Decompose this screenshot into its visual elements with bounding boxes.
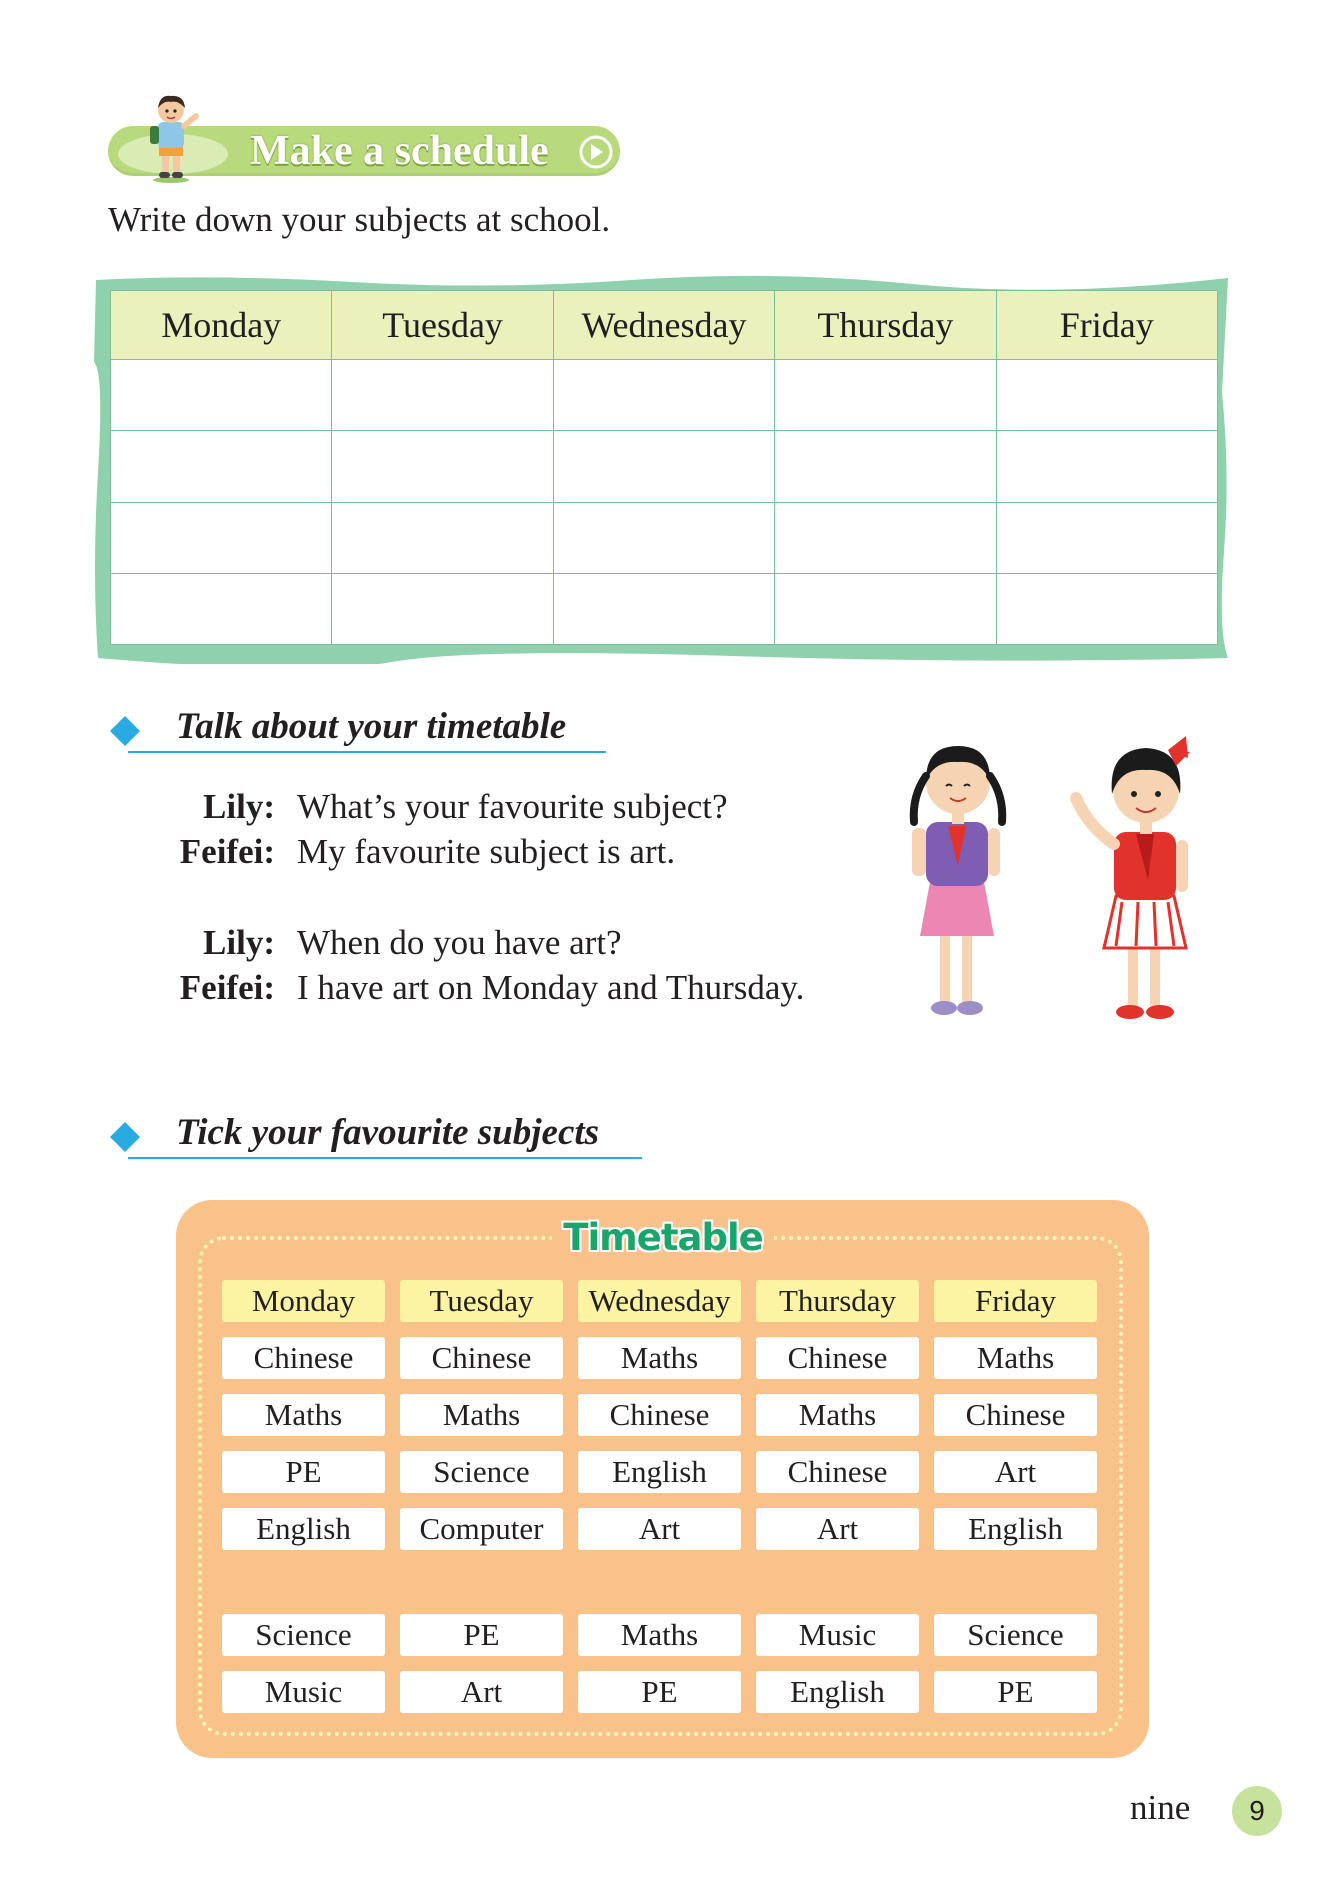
schedule-blank-row (111, 360, 1218, 431)
schedule-blank-row (111, 573, 1218, 644)
tick-heading: Tick your favourite subjects (176, 1112, 600, 1153)
dialogue-speaker: Feifei: (179, 968, 275, 1007)
subject-cell[interactable]: Science (222, 1614, 385, 1656)
subject-cell[interactable]: Art (934, 1451, 1097, 1493)
schedule-header-row (111, 291, 1218, 360)
heading-underline (128, 751, 606, 753)
blank-cell[interactable] (775, 360, 996, 431)
day-header-monday: Monday (111, 291, 332, 360)
timetable-day-header: Tuesday (400, 1280, 563, 1322)
subject-cell[interactable]: English (578, 1451, 741, 1493)
diamond-bullet-icon (110, 716, 140, 746)
subject-cell[interactable]: Chinese (578, 1394, 741, 1436)
subject-cell[interactable]: Maths (934, 1337, 1097, 1379)
blank-cell[interactable] (332, 360, 553, 431)
subject-cell[interactable]: Chinese (756, 1451, 919, 1493)
blank-cell[interactable] (996, 431, 1217, 502)
section-title: Make a schedule (250, 128, 549, 174)
dialogue-speaker: Lily: (203, 923, 275, 962)
subject-cell[interactable]: Art (400, 1671, 563, 1713)
subject-cell[interactable]: PE (578, 1671, 741, 1713)
page-number-badge: 9 (1232, 1786, 1282, 1836)
subject-cell[interactable]: Science (400, 1451, 563, 1493)
dialogue-line (140, 830, 675, 874)
timetable-day-header: Thursday (756, 1280, 919, 1322)
blank-cell[interactable] (553, 502, 774, 573)
blank-cell[interactable] (332, 431, 553, 502)
subject-cell[interactable]: Chinese (222, 1337, 385, 1379)
subject-cell[interactable]: Maths (578, 1614, 741, 1656)
blank-cell[interactable] (111, 502, 332, 573)
dialogue-line (140, 785, 728, 829)
subject-cell[interactable]: English (222, 1508, 385, 1550)
dialogue-text: My favourite subject is art. (297, 832, 676, 871)
timetable-day-header: Monday (222, 1280, 385, 1322)
dialogue-text: What’s your favourite subject? (297, 787, 728, 826)
blank-cell[interactable] (111, 431, 332, 502)
subject-cell[interactable]: English (934, 1508, 1097, 1550)
day-header-wednesday: Wednesday (553, 291, 774, 360)
dialogue-text: I have art on Monday and Thursday. (297, 968, 805, 1007)
blank-cell[interactable] (332, 502, 553, 573)
blank-cell[interactable] (996, 502, 1217, 573)
subject-cell[interactable]: Music (756, 1614, 919, 1656)
girl-lily (912, 746, 1002, 1015)
subject-cell[interactable]: Science (934, 1614, 1097, 1656)
subject-cell[interactable]: Computer (400, 1508, 563, 1550)
subject-cell[interactable]: Maths (756, 1394, 919, 1436)
diamond-bullet-icon (110, 1122, 140, 1152)
dialogue-line (140, 921, 622, 965)
timetable-title: Timetable (563, 1216, 763, 1259)
dialogue-speaker: Lily: (203, 787, 275, 826)
blank-cell[interactable] (553, 431, 774, 502)
blank-cell[interactable] (553, 360, 774, 431)
timetable-day-header: Friday (934, 1280, 1097, 1322)
subject-cell[interactable]: Maths (578, 1337, 741, 1379)
subject-cell[interactable]: PE (222, 1451, 385, 1493)
blank-cell[interactable] (775, 573, 996, 644)
dialogue-text: When do you have art? (297, 923, 622, 962)
two-girls-illustration (892, 716, 1232, 1028)
play-arrow-icon (578, 134, 614, 170)
subject-cell[interactable]: Music (222, 1671, 385, 1713)
blank-cell[interactable] (996, 573, 1217, 644)
dialogue-speaker: Feifei: (179, 832, 275, 871)
subject-cell[interactable]: PE (400, 1614, 563, 1656)
subject-cell[interactable]: Maths (222, 1394, 385, 1436)
blank-cell[interactable] (553, 573, 774, 644)
subject-cell[interactable]: Chinese (934, 1394, 1097, 1436)
girl-feifei (1076, 736, 1190, 1019)
blank-cell[interactable] (996, 360, 1217, 431)
subject-cell[interactable]: English (756, 1671, 919, 1713)
subject-cell[interactable]: Art (756, 1508, 919, 1550)
blank-cell[interactable] (775, 431, 996, 502)
day-header-friday: Friday (996, 291, 1217, 360)
blank-cell[interactable] (111, 360, 332, 431)
talk-heading: Talk about your timetable (176, 706, 567, 747)
instruction-text: Write down your subjects at school. (108, 200, 611, 239)
subject-cell[interactable]: Maths (400, 1394, 563, 1436)
dialogue-line (140, 966, 804, 1010)
subject-cell[interactable]: Chinese (400, 1337, 563, 1379)
schedule-blank-row (111, 431, 1218, 502)
boy-illustration (140, 92, 202, 184)
schedule-table (110, 290, 1218, 645)
subject-cell[interactable]: Art (578, 1508, 741, 1550)
blank-cell[interactable] (332, 573, 553, 644)
timetable-day-header: Wednesday (578, 1280, 741, 1322)
heading-underline (128, 1157, 642, 1159)
day-header-thursday: Thursday (775, 291, 996, 360)
subject-cell[interactable]: Chinese (756, 1337, 919, 1379)
page-number-word: nine (1130, 1788, 1191, 1827)
blank-cell[interactable] (775, 502, 996, 573)
blank-cell[interactable] (111, 573, 332, 644)
schedule-blank-row (111, 502, 1218, 573)
day-header-tuesday: Tuesday (332, 291, 553, 360)
subject-cell[interactable]: PE (934, 1671, 1097, 1713)
